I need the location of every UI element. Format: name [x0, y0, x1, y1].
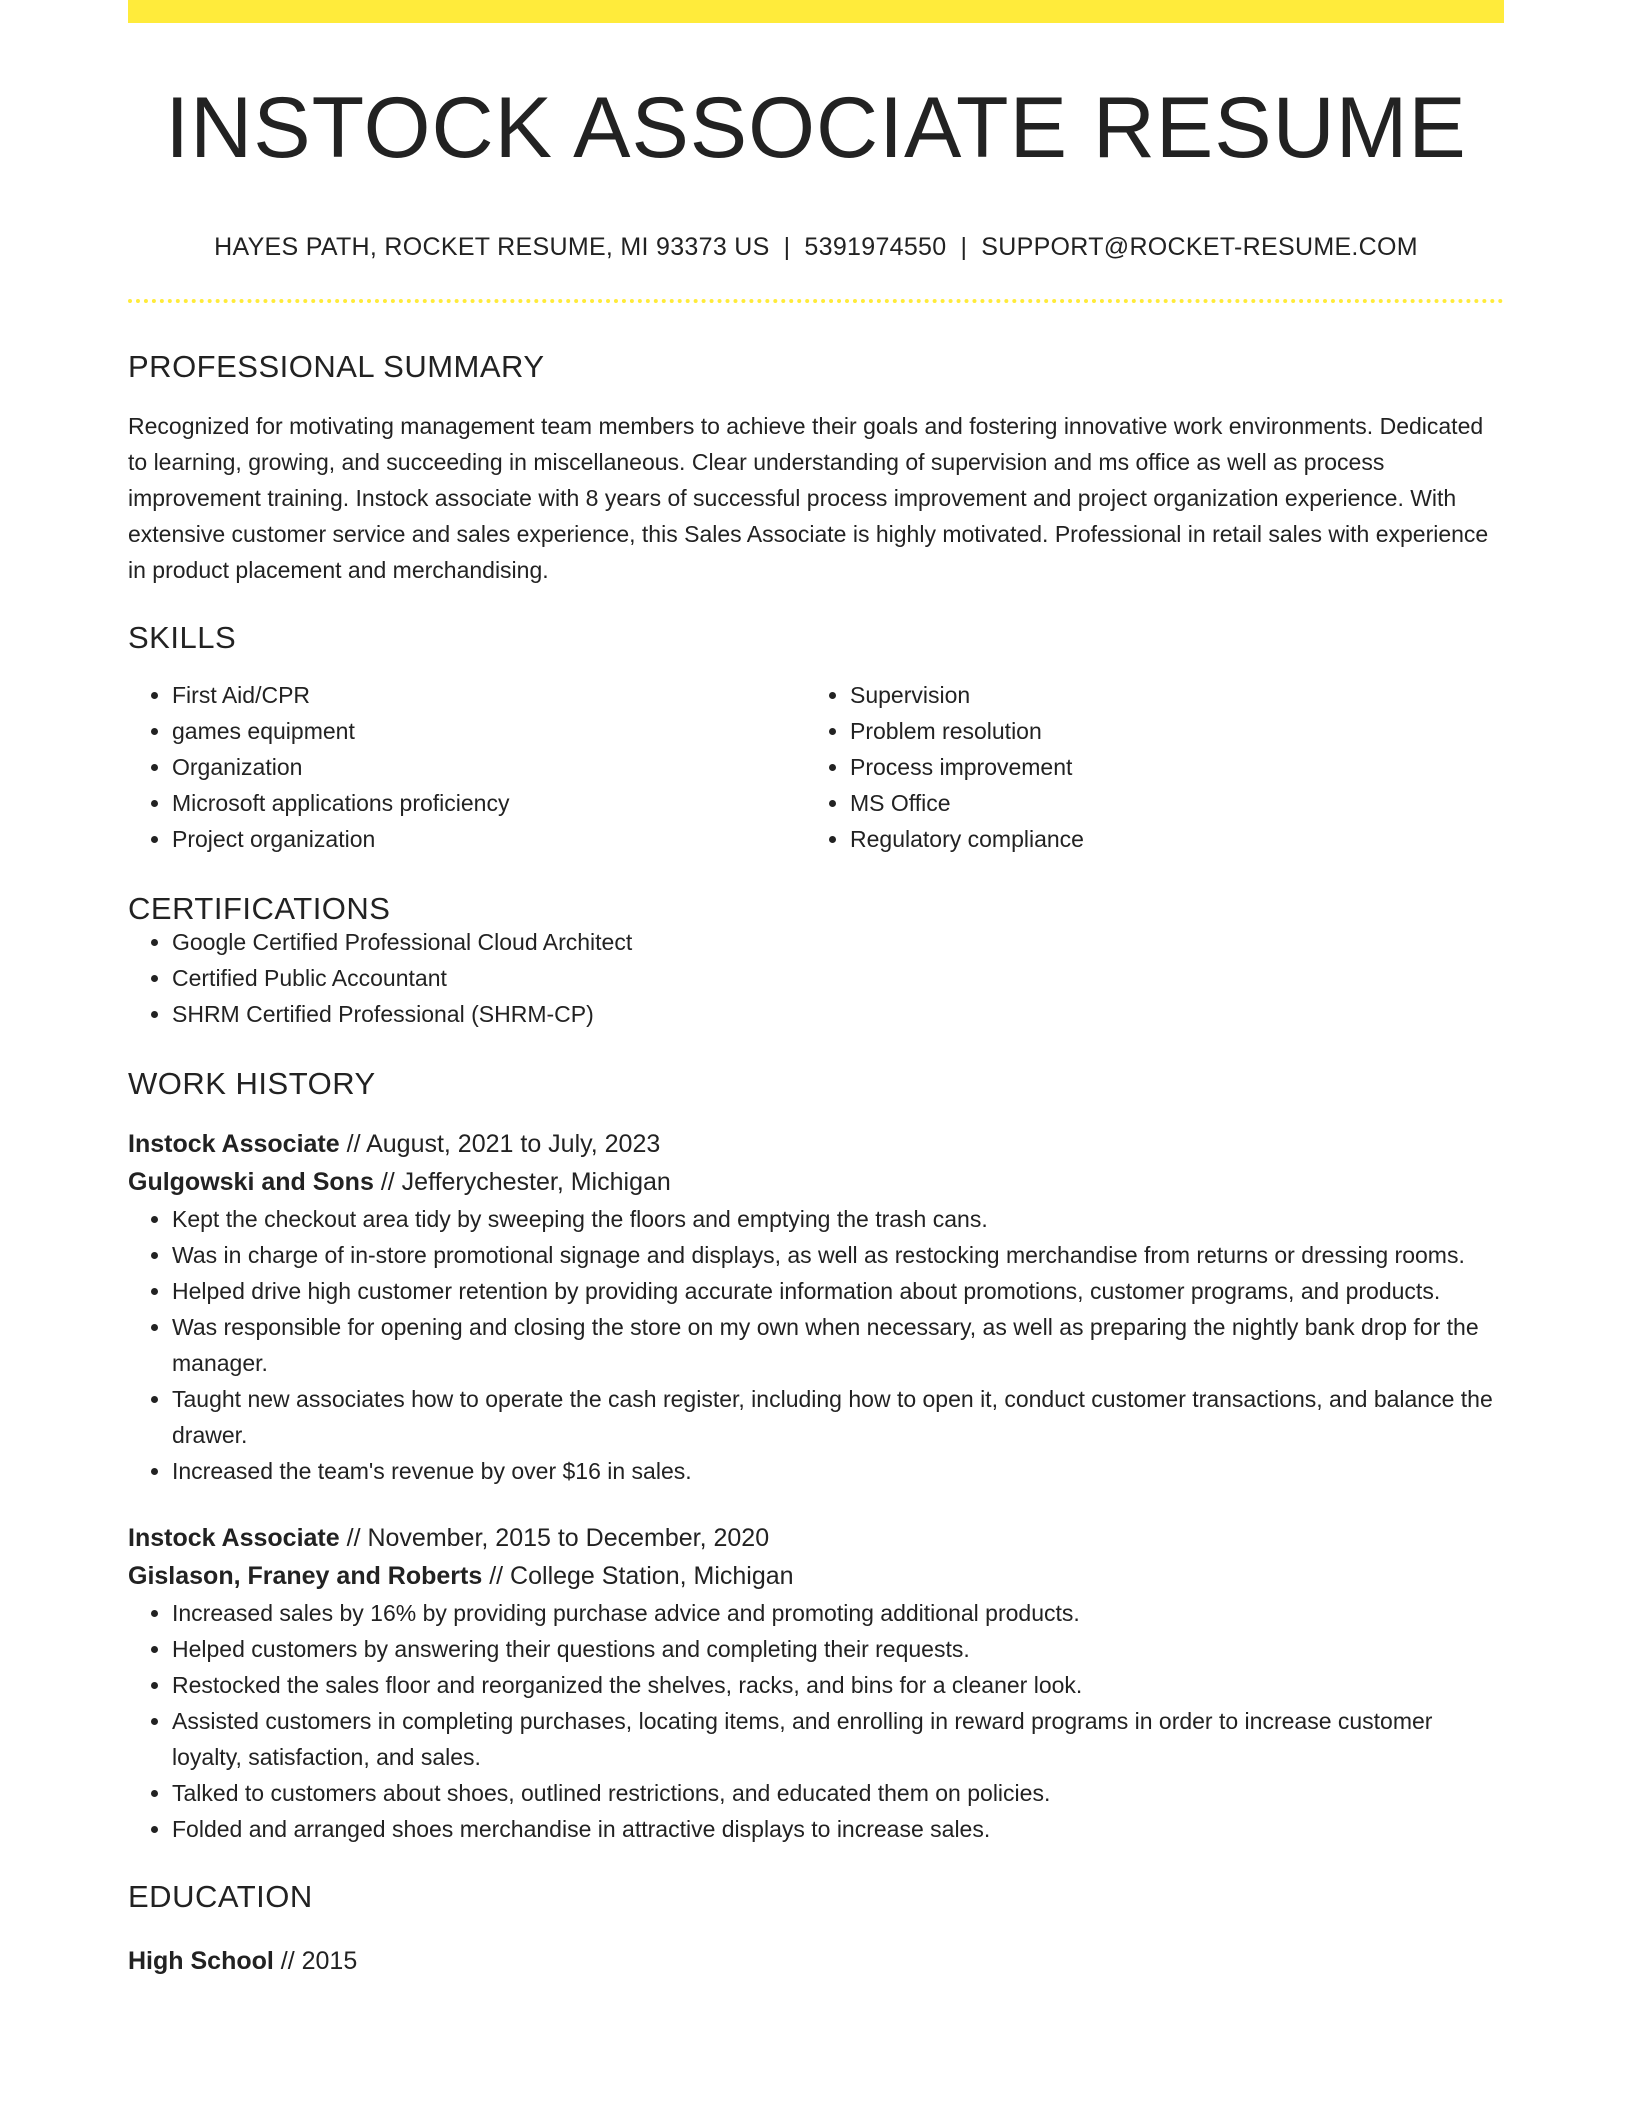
summary-text: Recognized for motivating management team members to achieve their goals and fostering innovative work environments. Dedicated to learning, growing, and succeeding in miscellaneous. Clear understanding of supervision and ms office as well as process improvement training. Instock associate with 8 years of successful process improvement and project organization experience. With extensive customer service and sales experience, this Sales Associate is highly motivated. Professional in retail sales with experience in product placement and merchandising.	[128, 413, 1489, 583]
education-entry	[128, 1942, 1504, 1980]
skill-item: • games equipment	[172, 713, 806, 749]
contact-separator: |	[783, 233, 791, 261]
skill-item: • Microsoft applications proficiency	[172, 785, 806, 821]
skills-grid	[128, 677, 1504, 857]
dotted-divider	[128, 299, 1504, 303]
certifications-list	[128, 924, 1504, 1032]
skill-item: • Project organization	[172, 821, 806, 857]
job-bullet: • Was responsible for opening and closing the store on my own when necessary, as well as preparing the nightly bank drop for the manager.	[172, 1309, 1504, 1381]
skills-column-left	[128, 677, 806, 857]
skills-column-right	[806, 677, 1484, 857]
job-bullet: • Talked to customers about shoes, outlined restrictions, and educated them on policies.	[172, 1775, 1504, 1811]
job-entry	[128, 1519, 1504, 1847]
certification-item: • Certified Public Accountant	[172, 960, 1504, 996]
job-bullet: • Helped customers by answering their questions and completing their requests.	[172, 1631, 1504, 1667]
job-bullet: • Restocked the sales floor and reorganized the shelves, racks, and bins for a cleaner look.	[172, 1667, 1504, 1703]
work-history-heading: WORK HISTORY	[128, 1066, 376, 1101]
skill-item: • Process improvement	[850, 749, 1484, 785]
job-company: Gislason, Franey and Roberts	[128, 1562, 483, 1590]
job-bullet: • Increased sales by 16% by providing purchase advice and promoting additional products.	[172, 1595, 1504, 1631]
top-accent-bar	[128, 0, 1504, 23]
contact-separator: |	[960, 233, 968, 261]
job-bullet: • Kept the checkout area tidy by sweeping the floors and emptying the trash cans.	[172, 1201, 1504, 1237]
contact-line	[128, 235, 1504, 260]
job-dates: // August, 2021 to July, 2023	[346, 1130, 661, 1158]
contact-phone: 5391974550	[804, 233, 947, 261]
skill-item: • Regulatory compliance	[850, 821, 1484, 857]
summary-heading: PROFESSIONAL SUMMARY	[128, 349, 545, 384]
skill-item: • Problem resolution	[850, 713, 1484, 749]
job-bullet: • Folded and arranged shoes merchandise in attractive displays to increase sales.	[172, 1811, 1504, 1847]
contact-email: SUPPORT@ROCKET-RESUME.COM	[981, 233, 1418, 261]
skill-item: • First Aid/CPR	[172, 677, 806, 713]
job-bullets	[128, 1595, 1504, 1847]
job-title-line	[128, 1125, 1504, 1163]
job-title: Instock Associate	[128, 1524, 340, 1552]
job-bullet: • Was in charge of in-store promotional signage and displays, as well as restocking merchandise from returns or dressing rooms.	[172, 1237, 1504, 1273]
job-company-line	[128, 1163, 1504, 1201]
job-bullet: • Taught new associates how to operate the cash register, including how to open it, conduct customer transactions, and balance the drawer.	[172, 1381, 1504, 1453]
job-title-line	[128, 1519, 1504, 1557]
job-bullets	[128, 1201, 1504, 1489]
job-bullet: • Assisted customers in completing purchases, locating items, and enrolling in reward programs in order to increase customer loyalty, satisfaction, and sales.	[172, 1703, 1504, 1775]
job-bullet: • Helped drive high customer retention by providing accurate information about promotions, customer programs, and products.	[172, 1273, 1504, 1309]
job-entry	[128, 1125, 1504, 1489]
skill-item: • Supervision	[850, 677, 1484, 713]
education-year: // 2015	[280, 1947, 358, 1975]
certification-item: • SHRM Certified Professional (SHRM-CP)	[172, 996, 1504, 1032]
job-bullet: • Increased the team's revenue by over $16 in sales.	[172, 1453, 1504, 1489]
resume-page	[128, 0, 1504, 1980]
job-company-line	[128, 1557, 1504, 1595]
skills-heading: SKILLS	[128, 620, 237, 655]
education-heading: EDUCATION	[128, 1879, 313, 1914]
job-dates: // November, 2015 to December, 2020	[346, 1524, 770, 1552]
certification-item: • Google Certified Professional Cloud Architect	[172, 924, 1504, 960]
skill-item: • Organization	[172, 749, 806, 785]
job-location: // College Station, Michigan	[489, 1562, 794, 1590]
job-title: Instock Associate	[128, 1130, 340, 1158]
resume-title: INSTOCK ASSOCIATE RESUME	[165, 80, 1467, 176]
education-degree: High School	[128, 1947, 274, 1975]
skill-item: • MS Office	[850, 785, 1484, 821]
job-location: // Jefferychester, Michigan	[380, 1168, 671, 1196]
job-company: Gulgowski and Sons	[128, 1168, 374, 1196]
contact-address: HAYES PATH, ROCKET RESUME, MI 93373 US	[214, 233, 770, 261]
certifications-heading: CERTIFICATIONS	[128, 891, 391, 926]
